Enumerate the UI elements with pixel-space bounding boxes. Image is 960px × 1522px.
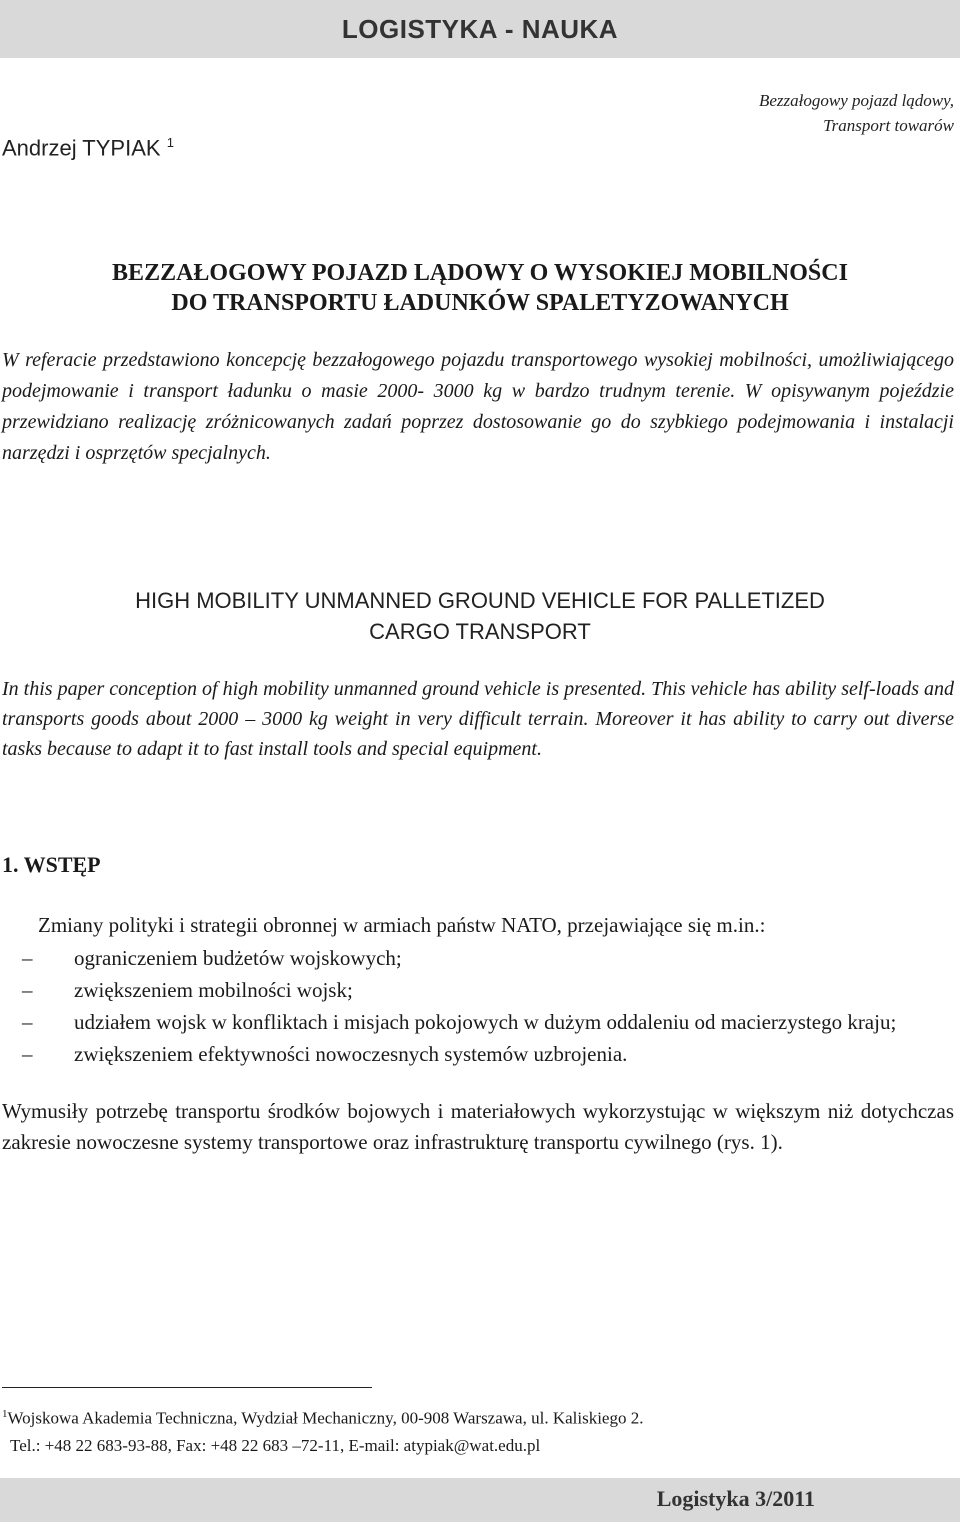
- journal-header-band: [0, 0, 960, 58]
- footnote-line-2: Tel.: +48 22 683-93-88, Fax: +48 22 683 –72-11, E-mail: atypiak@wat.edu.pl: [10, 1435, 541, 1455]
- list-item: [2, 943, 954, 973]
- list-item-text: ograniczeniem budżetów wojskowych;: [74, 946, 402, 970]
- footer-issue: Logistyka 3/2011: [656, 1486, 815, 1511]
- list-item: [2, 975, 954, 1005]
- title-english-line-2: CARGO TRANSPORT: [369, 619, 591, 644]
- bullet-list: [2, 943, 954, 1071]
- footer-band: [0, 1478, 960, 1522]
- title-polish-line-2: DO TRANSPORTU ŁADUNKÓW SPALETYZOWANYCH: [171, 290, 789, 316]
- footnote-divider: [2, 1387, 372, 1388]
- body-paragraph: Wymusiły potrzebę transportu środków bojowych i materiałowych wykorzystując w większym niż dotychczas zakresie nowoczesne systemy transportowe oraz infrastrukturę transportu cywilnego (rys. 1).: [2, 1099, 954, 1154]
- list-item-text: udziałem wojsk w konfliktach i misjach pokojowych w dużym oddaleniu od macierzystego kraju;: [74, 1010, 897, 1034]
- author: [2, 135, 174, 161]
- footnote-line-1: [2, 1401, 643, 1432]
- footnote: [2, 1401, 643, 1459]
- keywords: [759, 88, 954, 138]
- dash-marker: –: [22, 978, 33, 1002]
- dash-marker: –: [22, 1010, 33, 1034]
- footnote-mark: 1: [2, 1408, 8, 1420]
- list-item-text: zwiększeniem efektywności nowoczesnych systemów uzbrojenia.: [74, 1042, 628, 1066]
- dash-marker: –: [22, 1042, 33, 1066]
- title-english: [0, 585, 960, 647]
- title-polish-line-1: BEZZAŁOGOWY POJAZD LĄDOWY O WYSOKIEJ MOBILNOŚCI: [112, 260, 848, 286]
- title-polish: [0, 258, 960, 318]
- keyword-line-2: Transport towarów: [823, 116, 954, 135]
- section-intro: Zmiany polityki i strategii obronnej w armiach państw NATO, przejawiające się m.in.:: [38, 913, 766, 937]
- author-footnote-mark: 1: [166, 135, 174, 150]
- title-english-line-1: HIGH MOBILITY UNMANNED GROUND VEHICLE FOR PALLETIZED: [135, 588, 825, 613]
- abstract-english: In this paper conception of high mobility unmanned ground vehicle is presented. This vehicle has ability self-loads and transports goods about 2000 – 3000 kg weight in very difficult terrain. Moreover it has ability to carry out diverse tasks because to adapt it to fast install tools and special equipment.: [2, 678, 954, 760]
- author-name: Andrzej TYPIAK: [2, 135, 161, 161]
- footnote-affiliation: Wojskowa Akademia Techniczna, Wydział Mechaniczny, 00-908 Warszawa, ul. Kaliskiego 2.: [7, 1408, 644, 1428]
- abstract-polish: W referacie przedstawiono koncepcję bezzałogowego pojazdu transportowego wysokiej mobilności, umożliwiającego podejmowanie i transport ładunku o masie 2000- 3000 kg w bardzo trudnym terenie. W opisywanym pojeździe przewidziano realizację zróżnicowanych zadań poprzez dostosowanie go do szybkiego podejmowania i instalacji narzędzi i osprzętów specjalnych.: [2, 349, 954, 464]
- dash-marker: –: [22, 946, 33, 970]
- keyword-line-1: Bezzałogowy pojazd lądowy,: [758, 91, 954, 110]
- list-item: [2, 1039, 954, 1069]
- journal-title: LOGISTYKA - NAUKA: [341, 13, 619, 44]
- list-item-text: zwiększeniem mobilności wojsk;: [74, 978, 353, 1002]
- section-title: 1. WSTĘP: [2, 852, 101, 877]
- list-item: [2, 1007, 954, 1037]
